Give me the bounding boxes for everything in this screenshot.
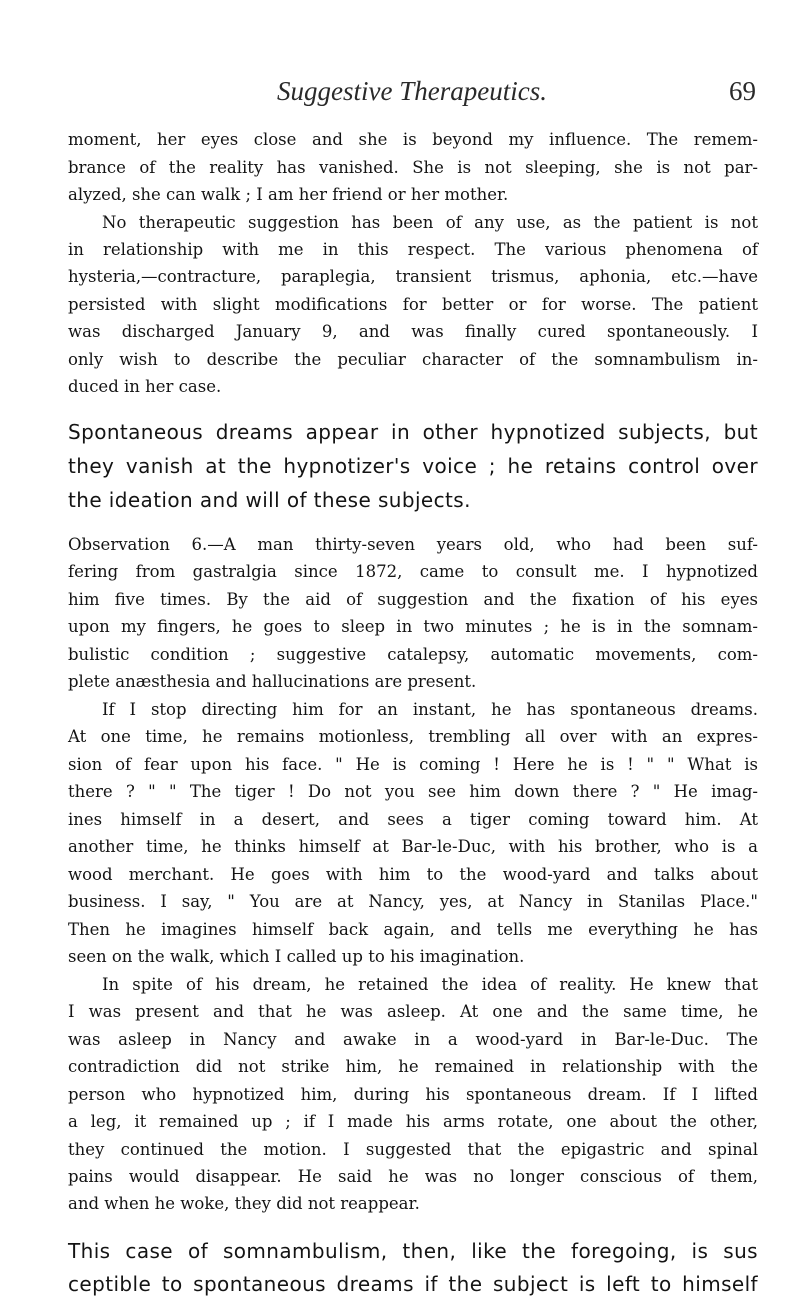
text-line: ines himself in a desert, and sees a tiger coming toward him. At	[68, 810, 758, 829]
text-line: Then he imagines himself back again, and tells me everything he has	[68, 920, 758, 939]
text-line: plete anæsthesia and hallucinations are present.	[68, 672, 477, 691]
text-line: bulistic condition ; suggestive catalepsy, automatic movements, com-	[68, 645, 758, 664]
text-line: At one time, he remains motionless, trembling all over with an expres-	[68, 727, 758, 746]
text-line: was asleep in Nancy and awake in a wood-yard in Bar-le-Duc. The	[68, 1030, 758, 1049]
text-line: upon my fingers, he goes to sleep in two minutes ; he is in the somnam-	[68, 617, 758, 636]
page-number: 69	[729, 76, 756, 106]
text-line: duced in her case.	[68, 377, 222, 396]
text-line: In spite of his dream, he retained the idea of reality. He knew that	[102, 975, 758, 994]
text-line: fering from gastralgia since 1872, came to consult me. I hypnotized	[68, 562, 758, 581]
summary-line: they vanish at the hypnotizer's voice ; he retains control over	[68, 454, 758, 478]
text-line: hysteria,—contracture, paraplegia, transient trismus, aphonia, etc.—have	[68, 267, 758, 286]
text-line: Observation 6.—A man thirty-seven years old, who had been suf-	[68, 535, 758, 554]
text-line: a leg, it remained up ; if I made his arms rotate, one about the other,	[68, 1112, 758, 1131]
text-line: If I stop directing him for an instant, he has spontaneous dreams.	[102, 700, 758, 719]
text-line: there ? " " The tiger ! Do not you see him down there ? " He imag-	[68, 782, 758, 801]
summary-line: the ideation and will of these subjects.	[68, 488, 471, 512]
summary-line: ceptible to spontaneous dreams if the subject is left to himself	[68, 1272, 758, 1296]
text-line: alyzed, she can walk ; I am her friend or her mother.	[68, 185, 509, 204]
running-title: Suggestive Therapeutics.	[277, 76, 547, 106]
text-line: they continued the motion. I suggested that the epigastric and spinal	[68, 1140, 758, 1159]
text-line: another time, he thinks himself at Bar-le-Duc, with his brother, who is a	[68, 837, 758, 856]
text-line: person who hypnotized him, during his spontaneous dream. If I lifted	[68, 1085, 758, 1104]
text-line: brance of the reality has vanished. She is not sleeping, she is not par-	[68, 158, 758, 177]
text-line: seen on the walk, which I called up to his imagination.	[68, 947, 525, 966]
text-line: sion of fear upon his face. " He is coming ! Here he is ! " " What is	[68, 755, 758, 774]
text-line: moment, her eyes close and she is beyond my influence. The remem-	[68, 130, 758, 149]
text-line: persisted with slight modifications for better or for worse. The patient	[68, 295, 758, 314]
page-header	[68, 74, 756, 108]
text-line: I was present and that he was asleep. At one and the same time, he	[68, 1002, 758, 1021]
text-line: contradiction did not strike him, he remained in relationship with the	[68, 1057, 758, 1076]
summary-line: This case of somnambulism, then, like the foregoing, is sus	[68, 1239, 758, 1263]
summary-line: Spontaneous dreams appear in other hypnotized subjects, but	[68, 420, 758, 444]
text-line: pains would disappear. He said he was no longer conscious of them,	[68, 1167, 758, 1186]
text-line: wood merchant. He goes with him to the wood-yard and talks about	[68, 865, 758, 884]
text-line: and when he woke, they did not reappear.	[68, 1194, 420, 1213]
text-line: was discharged January 9, and was finally cured spontaneously. I	[68, 322, 758, 341]
text-line: in relationship with me in this respect. The various phenomena of	[68, 240, 758, 259]
text-line: business. I say, " You are at Nancy, yes, at Nancy in Stanilas Place."	[68, 892, 758, 911]
text-line: No therapeutic suggestion has been of any use, as the patient is not	[102, 213, 758, 232]
text-line: him five times. By the aid of suggestion and the fixation of his eyes	[68, 590, 758, 609]
text-line: only wish to describe the peculiar character of the somnambulism in-	[68, 350, 758, 369]
